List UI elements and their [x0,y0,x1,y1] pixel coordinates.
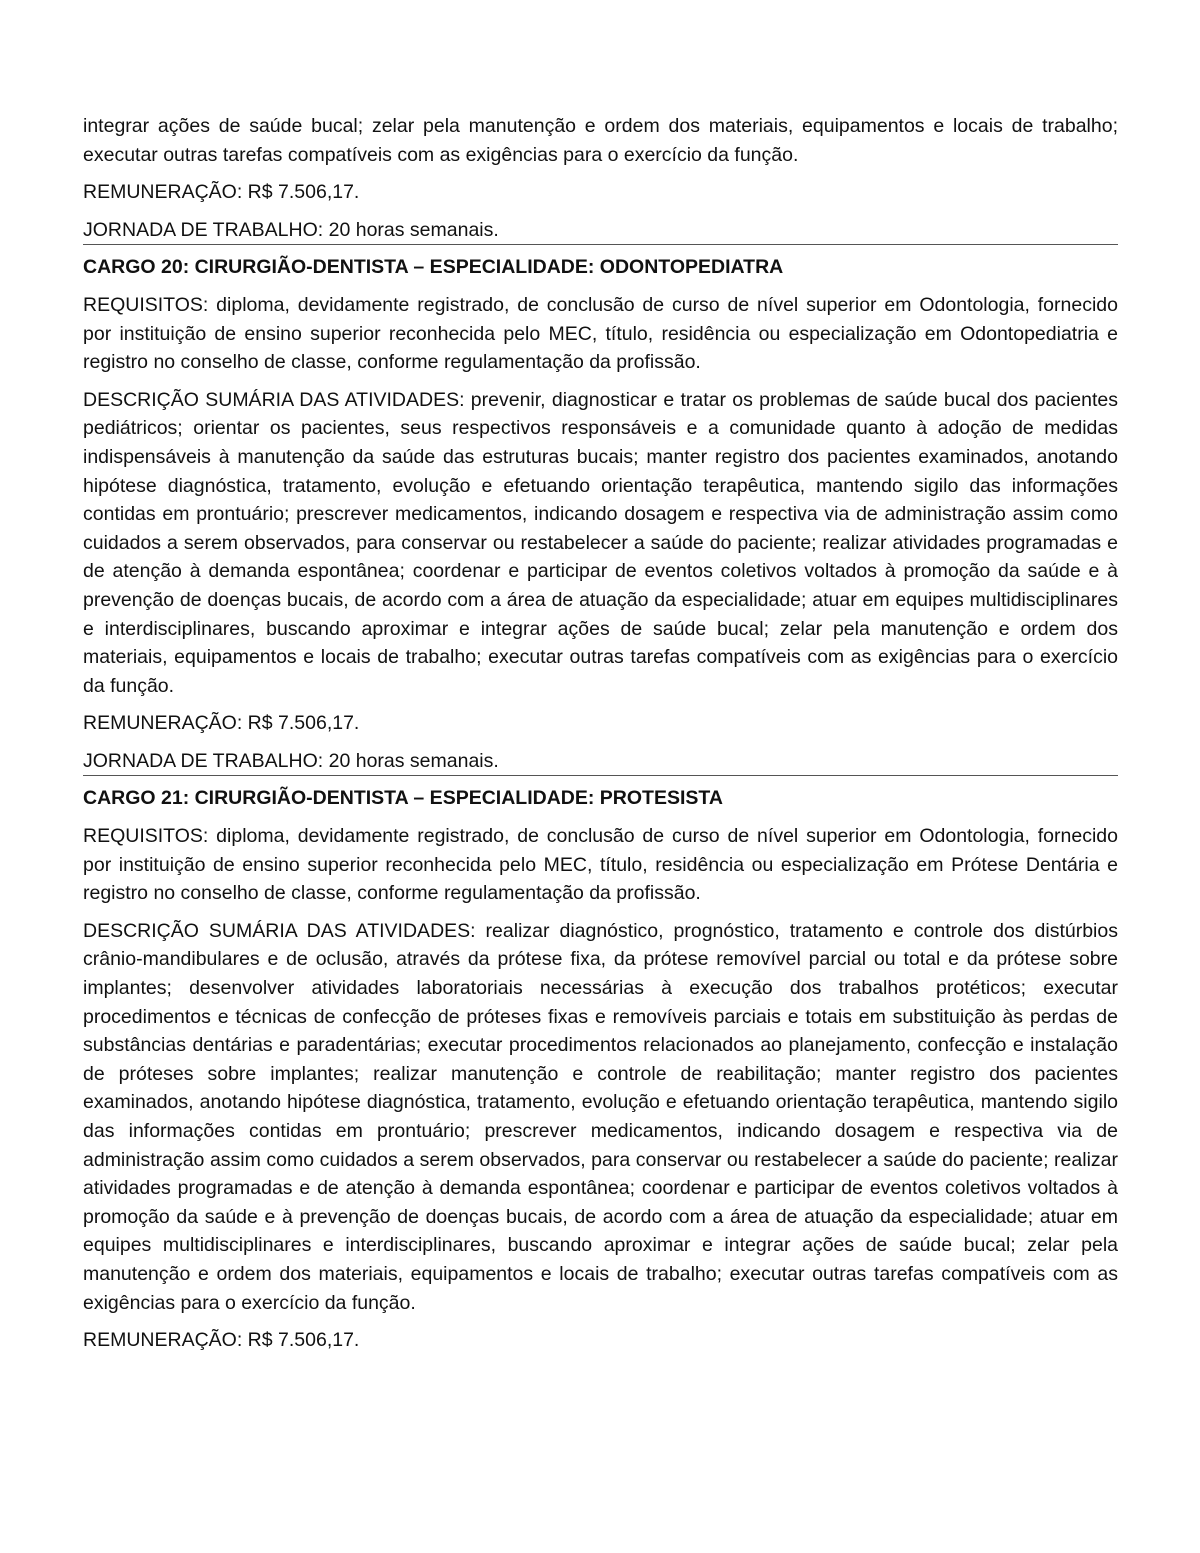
cargo-20-remuneracao: REMUNERAÇÃO: R$ 7.506,17. [83,712,360,735]
previous-cargo-remuneracao: REMUNERAÇÃO: R$ 7.506,17. [83,181,360,204]
previous-cargo-description-continuation: integrar ações de saúde bucal; zelar pela manutenção e ordem dos materiais, equipamentos e locais de trabalho; executar outras tarefas compatíveis com as exigências para o exercício da função. [83,115,1118,166]
cargo-20-section [83,253,1118,775]
previous-cargo-jornada: JORNADA DE TRABALHO: 20 horas semanais. [83,218,499,241]
cargo-21-descricao: DESCRIÇÃO SUMÁRIA DAS ATIVIDADES: realizar diagnóstico, prognóstico, tratamento e controle dos distúrbios crânio-mandibulares e de oclusão, através da prótese fixa, da prótese removível parcial ou total e da prótese sobre implantes; desenvolver atividades laboratoriais necessárias à execução dos trabalhos protéticos; executar procedimentos e técnicas de confecção de próteses fixas e removíveis parciais e totais em substituição às perdas de substâncias dentárias e paradentárias; executar procedimentos relacionados ao planejamento, confecção e instalação de próteses sobre implantes; realizar manutenção e controle de reabilitação; manter registro dos pacientes examinados, anotando hipótese diagnóstica, tratamento, evolução e efetuando orientação terapêutica, mantendo sigilo das informações contidas em prontuário; prescrever medicamentos, indicando dosagem e respectiva via de administração assim como cuidados a serem observados, para conservar ou restabelecer a saúde do paciente; realizar atividades programadas e de atenção à demanda espontânea; coordenar e participar de eventos coletivos voltados à promoção da saúde e à prevenção de doenças bucais, de acordo com a área de atuação da especialidade; atuar em equipes multidisciplinares e interdisciplinares, buscando aproximar e integrar ações de saúde bucal; zelar pela manutenção e ordem dos materiais, equipamentos e locais de trabalho; executar outras tarefas compatíveis com as exigências para o exercício da função. [83,919,1118,1314]
cargo-21-section [83,784,1118,1354]
cargo-21-title: CARGO 21: CIRURGIÃO-DENTISTA – ESPECIALIDADE: PROTESISTA [83,787,723,810]
cargo-20-requisitos: REQUISITOS: diploma, devidamente registrado, de conclusão de curso de nível superior em Odontologia, fornecido por instituição de ensino superior reconhecida pelo MEC, título, residência ou especialização em Odontopediatria e registro no conselho de classe, conforme regulamentação da profissão. [83,293,1118,374]
section-divider [83,775,1118,776]
document-page [83,112,1118,1364]
cargo-21-requisitos: REQUISITOS: diploma, devidamente registrado, de conclusão de curso de nível superior em Odontologia, fornecido por instituição de ensino superior reconhecida pelo MEC, título, residência ou especialização em Prótese Dentária e registro no conselho de classe, conforme regulamentação da profissão. [83,825,1118,905]
cargo-21-remuneracao: REMUNERAÇÃO: R$ 7.506,17. [83,1329,360,1352]
section-divider [83,244,1118,245]
cargo-20-title: CARGO 20: CIRURGIÃO-DENTISTA – ESPECIALIDADE: ODONTOPEDIATRA [83,256,784,279]
cargo-20-descricao: DESCRIÇÃO SUMÁRIA DAS ATIVIDADES: prevenir, diagnosticar e tratar os problemas de saúde bucal dos pacientes pediátricos; orientar os pacientes, seus respectivos responsáveis e a comunidade quanto à adoção de medidas indispensáveis à manutenção da saúde das estruturas bucais; manter registro dos pacientes examinados, anotando hipótese diagnóstica, tratamento, evolução e efetuando orientação terapêutica, mantendo sigilo das informações contidas em prontuário; prescrever medicamentos, indicando dosagem e respectiva via de administração assim como cuidados a serem observados, para conservar ou restabelecer a saúde do paciente; realizar atividades programadas e de atenção à demanda espontânea; coordenar e participar de eventos coletivos voltados à promoção da saúde e à prevenção de doenças bucais, de acordo com a área de atuação da especialidade; atuar em equipes multidisciplinares e interdisciplinares, buscando aproximar e integrar ações de saúde bucal; zelar pela manutenção e ordem dos materiais, equipamentos e locais de trabalho; executar outras tarefas compatíveis com as exigências para o exercício da função. [83,388,1118,697]
cargo-20-jornada: JORNADA DE TRABALHO: 20 horas semanais. [83,749,499,772]
